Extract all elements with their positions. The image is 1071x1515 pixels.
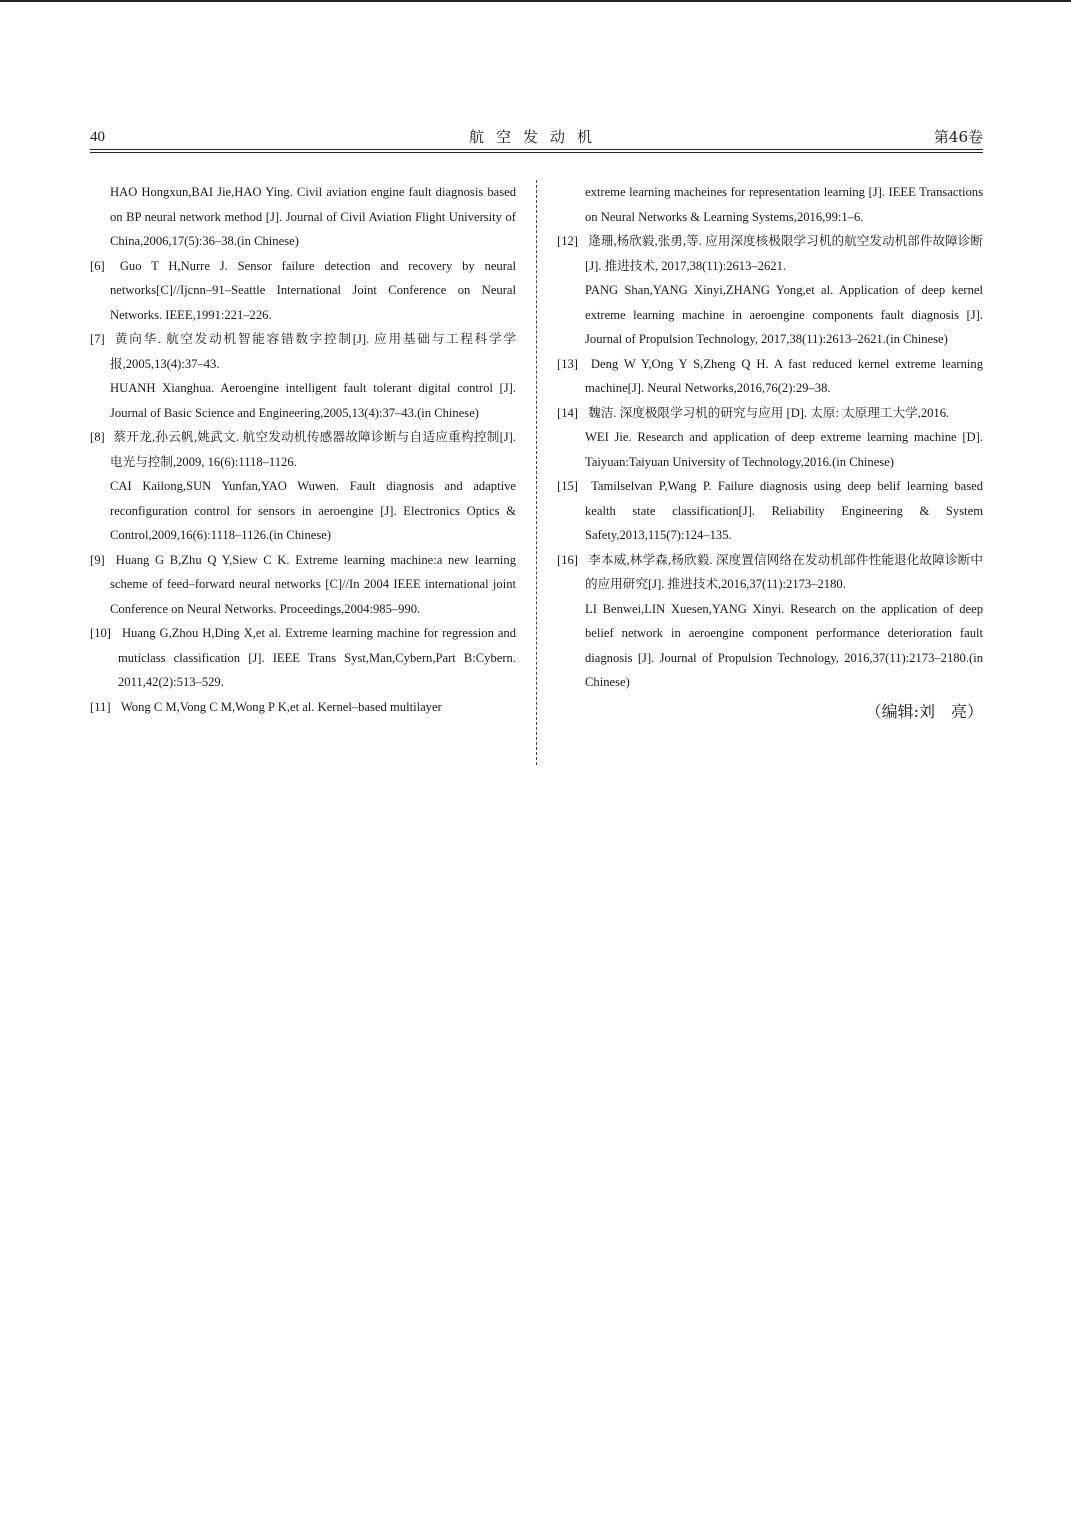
reference-number: [13] (557, 356, 578, 371)
reference-entry: [14] 魏洁. 深度极限学习机的研究与应用 [D]. 太原: 太原理工大学,2016. (557, 401, 983, 426)
reference-number: [6] (90, 258, 105, 273)
reference-number: [12] (557, 234, 578, 248)
editor-note: （编辑:刘 亮） (865, 701, 983, 721)
volume-label: 第46卷 (933, 128, 983, 146)
reference-number: [14] (557, 405, 578, 420)
reference-entry: HAO Hongxun,BAI Jie,HAO Ying. Civil aviation engine fault diagnosis based on BP neural network method [J]. Journal of Civil Aviation Flight University of China,2006,17(5):36–38.(in Chinese) (110, 185, 516, 248)
reference-entry: [9] Huang G B,Zhu Q Y,Siew C K. Extreme learning machine:a new learning scheme of feed–forward neural networks [C]//In 2004 IEEE international joint Conference on Neural Networks. Proceedings,2004:985–990. (90, 548, 516, 622)
reference-number: [11] (90, 699, 111, 714)
reference-entry: [15] Tamilselvan P,Wang P. Failure diagnosis using deep belif learning based kealth state classification[J]. Reliability Engineering & System Safety,2013,115(7):124–135. (557, 474, 983, 548)
reference-entry: PANG Shan,YANG Xinyi,ZHANG Yong,et al. Application of deep kernel extreme learning machine in aeroengine components fault diagnosis [J]. Journal of Propulsion Technology, 2017,38(11):2613–2621.(in Chinese) (585, 283, 983, 346)
reference-entry: [16] 李本威,林学森,杨欣毅. 深度置信网络在发动机部件性能退化故障诊断中的应用研究[J]. 推进技术,2016,37(11):2173–2180. (557, 548, 983, 597)
reference-entry: [11] Wong C M,Vong C M,Wong P K,et al. Kernel–based multilayer (90, 695, 516, 720)
reference-entry: CAI Kailong,SUN Yunfan,YAO Wuwen. Fault diagnosis and adaptive reconfiguration control for sensors in aeroengine [J]. Electronics Optics & Control,2009,16(6):1118–1126.(in Chinese) (110, 479, 516, 542)
reference-number: [8] (90, 430, 105, 444)
reference-entry: [7] 黄向华. 航空发动机智能容错数字控制[J]. 应用基础与工程科学学报,2005,13(4):37–43. (90, 327, 516, 376)
reference-entry: [12] 逄珊,杨欣毅,张勇,等. 应用深度核极限学习机的航空发动机部件故障诊断[J]. 推进技术, 2017,38(11):2613–2621. (557, 229, 983, 278)
top-border-rule (0, 0, 1071, 2)
page-number: 40 (90, 129, 105, 145)
reference-entry: HUANH Xianghua. Aeroengine intelligent fault tolerant digital control [J]. Journal of Basic Science and Engineering,2005,13(4):37–43.(in Chinese) (110, 381, 516, 420)
reference-entry: [10] Huang G,Zhou H,Ding X,et al. Extreme learning machine for regression and muticlass classification [J]. IEEE Trans Syst,Man,Cybern,Part B:Cybern. 2011,42(2):513–529. (90, 621, 516, 695)
running-header (90, 127, 983, 150)
reference-entry: [6] Guo T H,Nurre J. Sensor failure detection and recovery by neural networks[C]//Ijcnn–91–Seattle International Joint Conference on Neural Networks. IEEE,1991:221–226. (90, 254, 516, 328)
journal-title: 航空发动机 (468, 128, 604, 146)
reference-number: [7] (90, 332, 105, 346)
reference-number: [16] (557, 552, 578, 567)
reference-entry: [8] 蔡开龙,孙云帆,姚武文. 航空发动机传感器故障诊断与自适应重构控制[J]. 电光与控制,2009, 16(6):1118–1126. (90, 425, 516, 474)
reference-number: [9] (90, 552, 105, 567)
reference-entry: [13] Deng W Y,Ong Y S,Zheng Q H. A fast reduced kernel extreme learning machine[J]. Neural Networks,2016,76(2):29–38. (557, 352, 983, 401)
reference-entry: WEI Jie. Research and application of deep extreme learning machine [D]. Taiyuan:Taiyuan University of Technology,2016.(in Chinese) (585, 430, 983, 469)
references-left-column (90, 180, 516, 719)
column-divider (536, 180, 537, 765)
reference-entry: LI Benwei,LIN Xuesen,YANG Xinyi. Research on the application of deep belief network in aeroengine component performance deterioration fault diagnosis [J]. Journal of Propulsion Technology, 2016,37(11):2173–2180.(in Chinese) (585, 601, 983, 689)
reference-number: [10] (90, 626, 111, 640)
reference-number: [15] (557, 479, 578, 493)
references-right-column (557, 180, 983, 725)
reference-entry: extreme learning macheines for representation learning [J]. IEEE Transactions on Neural Networks & Learning Systems,2016,99:1–6. (585, 185, 983, 224)
